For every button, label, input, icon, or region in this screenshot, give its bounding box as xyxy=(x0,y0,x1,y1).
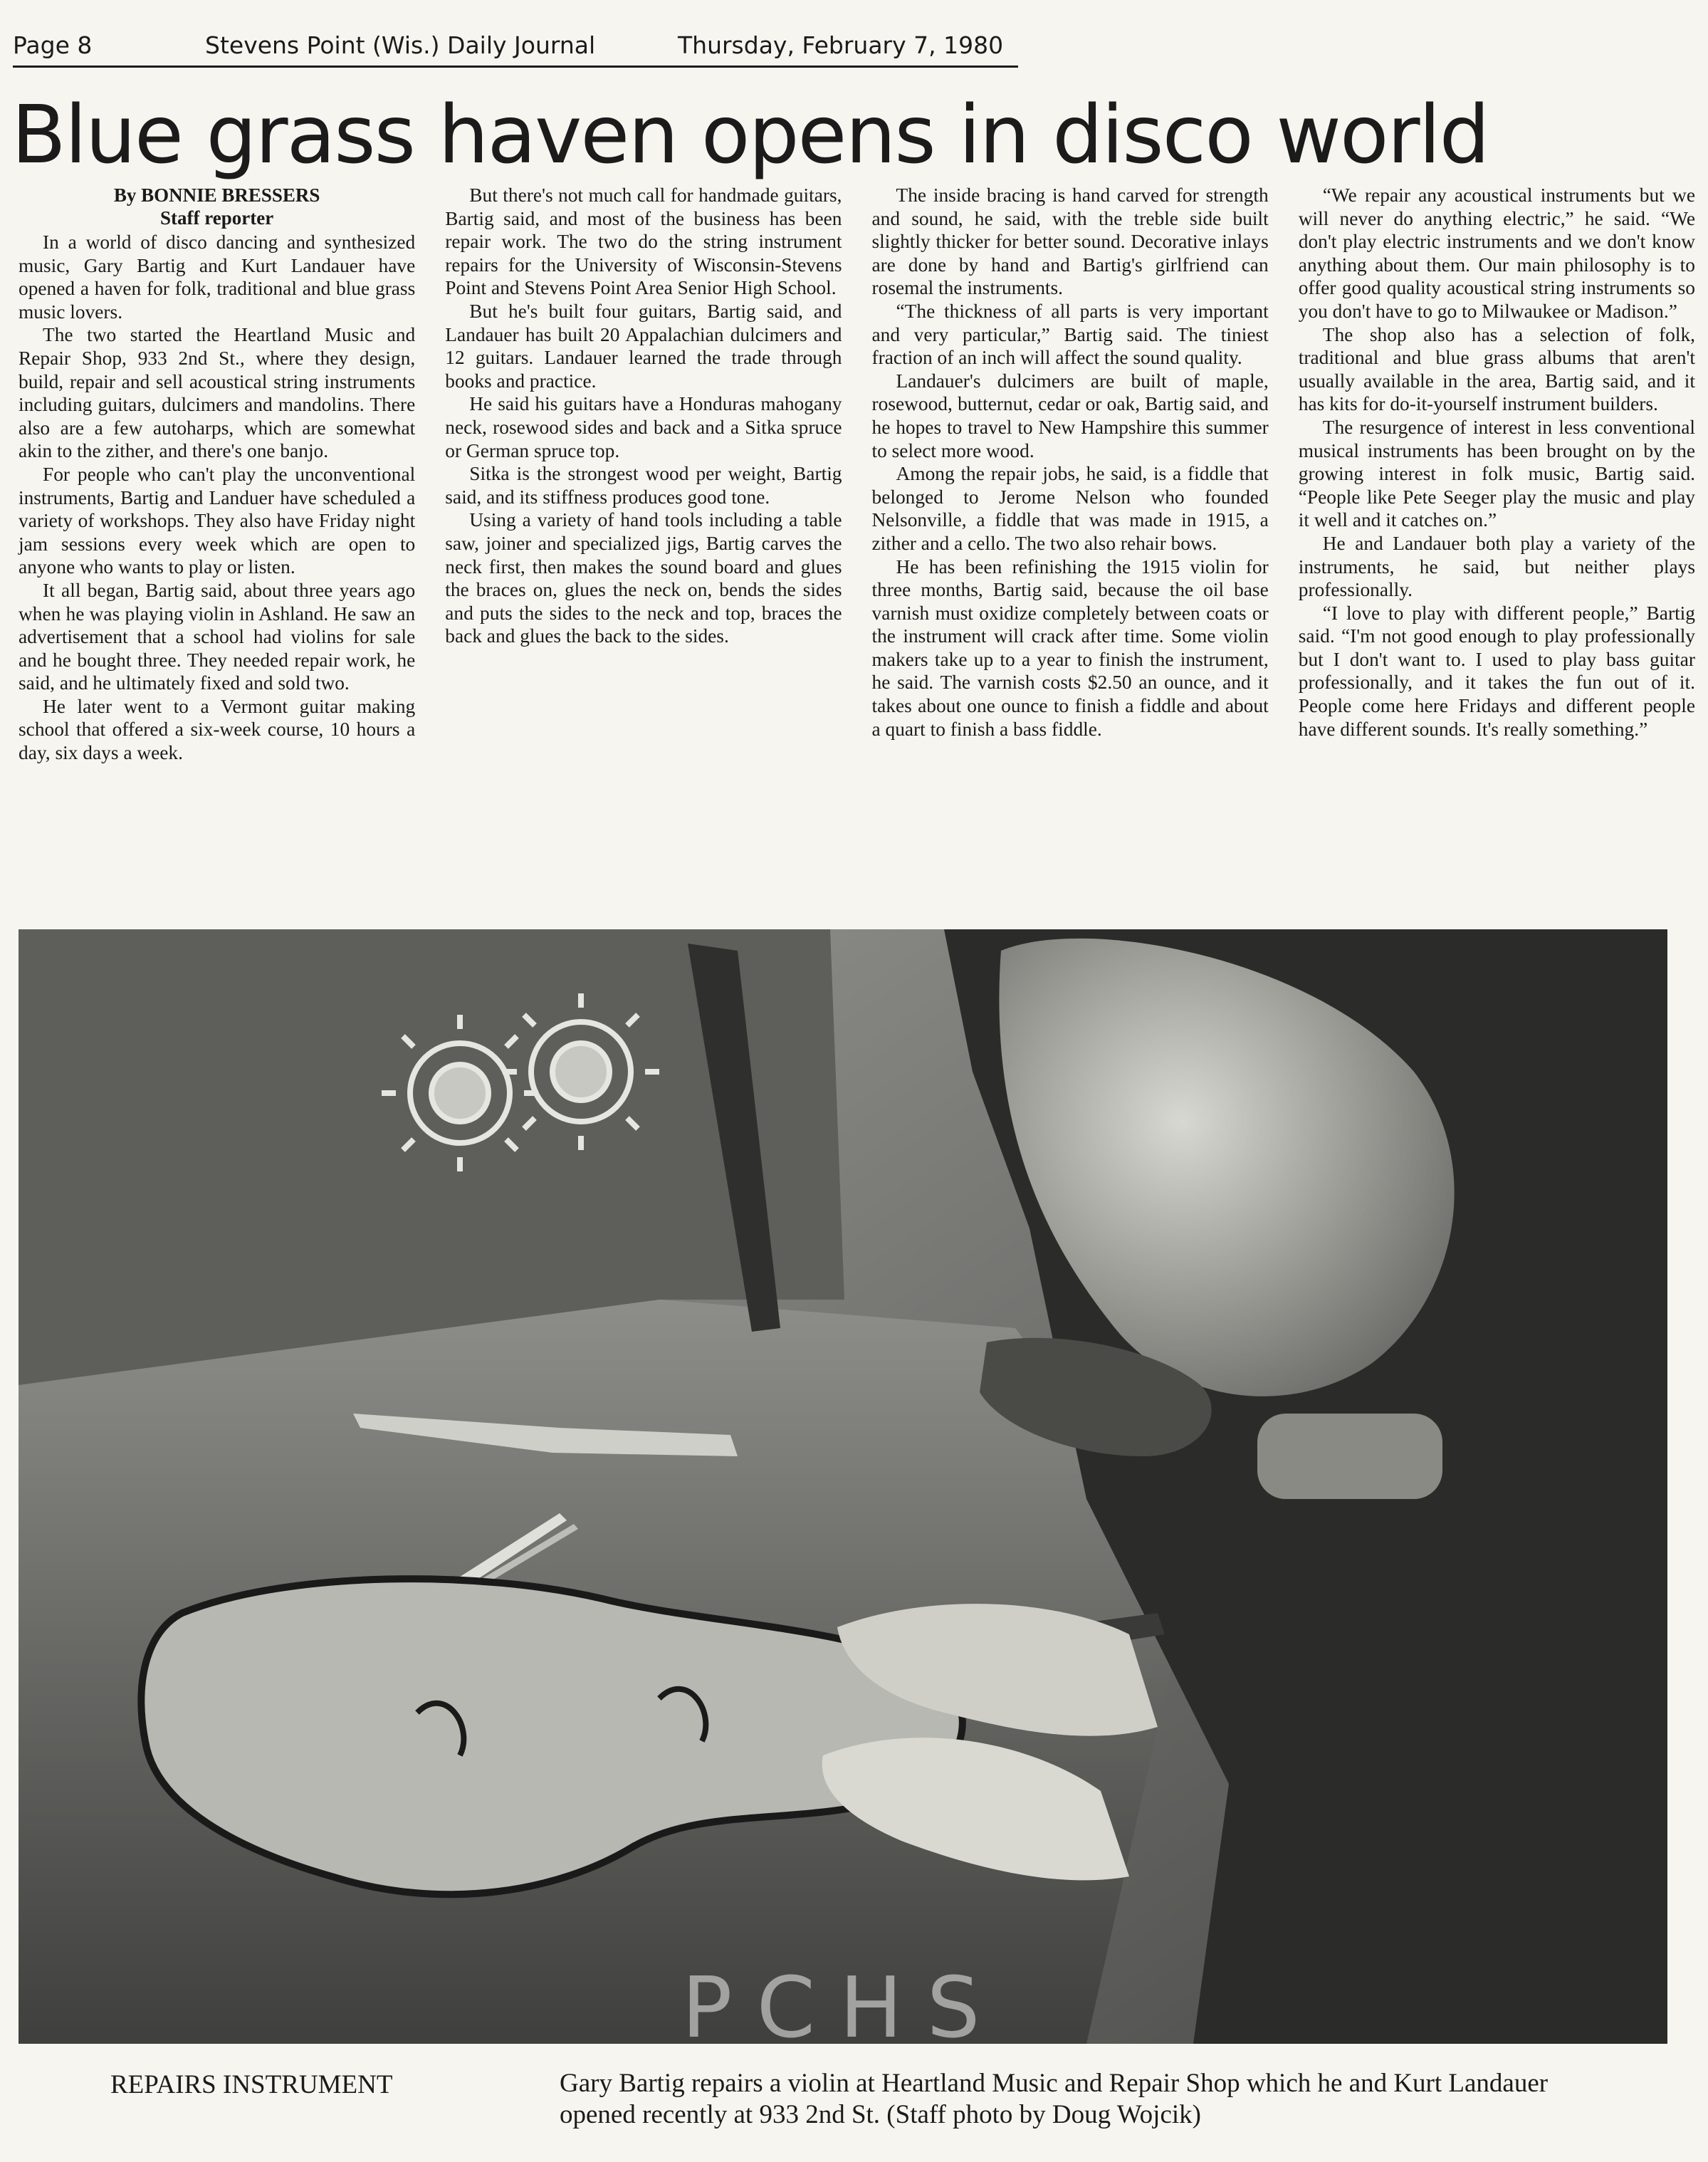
issue-date: Thursday, February 7, 1980 xyxy=(678,31,1004,59)
article-column-4 xyxy=(1299,184,1695,896)
article-body xyxy=(19,184,1695,896)
paragraph: The two started the Heartland Music and Repair Shop, 933 2nd St., where they design, build, repair and sell acoustical string instruments including guitars, dulcimers and mandolins. There also are a few autoharps, which are somewhat akin to the zither, and there's one banjo. xyxy=(19,324,416,462)
paragraph: The inside bracing is hand carved for strength and sound, he said, with the treble side built slightly thicker for better sound. Decorative inlays are done by hand and Bartig's girlfriend can rosemal the instruments. xyxy=(871,184,1269,299)
headline: Blue grass haven opens in disco world xyxy=(11,89,1489,182)
paragraph: He said his guitars have a Honduras mahogany neck, rosewood sides and back and a Sitka spruce or German spruce top. xyxy=(445,393,842,461)
paragraph: Landauer's dulcimers are built of maple, rosewood, butternut, cedar or oak, Bartig said, and he hopes to travel to New Hampshire this summer to select more wood. xyxy=(871,370,1269,461)
paragraph: He and Landauer both play a variety of the instruments, he said, but neither plays professionally. xyxy=(1298,532,1695,601)
masthead xyxy=(13,28,1018,68)
paragraph: Sitka is the strongest wood per weight, Bartig said, and its stiffness produces good tone. xyxy=(445,463,842,508)
page-number: Page 8 xyxy=(13,31,93,59)
photo-illustration xyxy=(19,929,1667,2044)
paragraph: Among the repair jobs, he said, is a fiddle that belonged to Jerome Nelson who founded Nelsonville, a fiddle that was made in 1915, a zither and a cello. The two also rehair bows. xyxy=(871,463,1269,554)
paragraph: For people who can't play the unconventional instruments, Bartig and Landuer have scheduled a variety of workshops. They also have Friday night jam sessions every week which are open to anyone who wants to play or listen. xyxy=(19,463,416,578)
paragraph: “The thickness of all parts is very important and very particular,” Bartig said. The tiniest fraction of an inch will affect the sound quality. xyxy=(871,300,1269,369)
newspaper-name: Stevens Point (Wis.) Daily Journal xyxy=(205,31,596,59)
news-photo xyxy=(19,929,1667,2044)
tin-can xyxy=(1257,1414,1442,1499)
paragraph: The resurgence of interest in less conventional musical instruments has been brought on by the growing interest in folk music, Bartig said. “People like Pete Seeger play the music and play it well and it catches on.” xyxy=(1298,416,1695,531)
paragraph: Using a variety of hand tools including a table saw, joiner and specialized jigs, Bartig carves the neck first, then makes the sound board and glues the braces on, glues the neck on, bends the sides and puts the sides to the neck and top, braces the back and glues the back to the sides. xyxy=(445,509,842,647)
paragraph: “I love to play with different people,” Bartig said. “I'm not good enough to play professionally but I don't want to. I used to play bass guitar professionally, and it takes the fun out of it. People come here Fridays and different people have different sounds. It's really something.” xyxy=(1298,602,1695,740)
watermark: PCHS xyxy=(681,1958,1005,2044)
caption-label: REPAIRS INSTRUMENT xyxy=(110,2070,393,2099)
paragraph: But he's built four guitars, Bartig said, and Landauer has built 20 Appalachian dulcimers and 12 guitars. Landauer learned the trade through books and practice. xyxy=(445,300,842,392)
paragraph: He later went to a Vermont guitar making school that offered a six-week course, 10 hours a day, six days a week. xyxy=(19,695,416,764)
paragraph: It all began, Bartig said, about three years ago when he was playing violin in Ashland. He saw an advertisement that a school had violins for sale and he bought three. They needed repair work, he said, and he ultimately fixed and sold two. xyxy=(19,579,416,694)
photo-caption: Gary Bartig repairs a violin at Heartland Music and Repair Shop which he and Kurt Landauer opened recently at 933 2nd St. (Staff photo by Doug Wojcik) xyxy=(560,2069,1549,2129)
paragraph: The shop also has a selection of folk, traditional and blue grass albums that aren't usually available in the area, Bartig said, and it has kits for do-it-yourself instrument builders. xyxy=(1298,323,1695,415)
article-column-2 xyxy=(445,184,842,896)
byline-role: Staff reporter xyxy=(160,207,274,229)
article-column-1 xyxy=(19,184,415,896)
paragraph: In a world of disco dancing and synthesized music, Gary Bartig and Kurt Landauer have opened a haven for folk, traditional and blue grass music lovers. xyxy=(19,231,416,323)
article-column-3 xyxy=(872,184,1269,896)
paragraph: But there's not much call for handmade guitars, Bartig said, and most of the business has been repair work. The two do the string instrument repairs for the University of Wisconsin-Stevens Point and Stevens Point Area Senior High School. xyxy=(445,184,842,299)
byline: By BONNIE BRESSERS xyxy=(113,184,320,206)
paragraph: “We repair any acoustical instruments but we will never do anything electric,” he said. “We don't play electric instruments and we don't know anything about them. Our main philosophy is to offer good quality acoustical string instruments so you don't have to go to Milwaukee or Madison.” xyxy=(1298,184,1695,322)
paragraph: He has been refinishing the 1915 violin for three months, Bartig said, because the oil base varnish must oxidize completely between coats or the instrument will crack after time. Some violin makers take up to a year to finish the instrument, he said. The varnish costs $2.50 an ounce, and it takes about one ounce to finish a fiddle and about a quart to finish a bass fiddle. xyxy=(871,555,1269,740)
